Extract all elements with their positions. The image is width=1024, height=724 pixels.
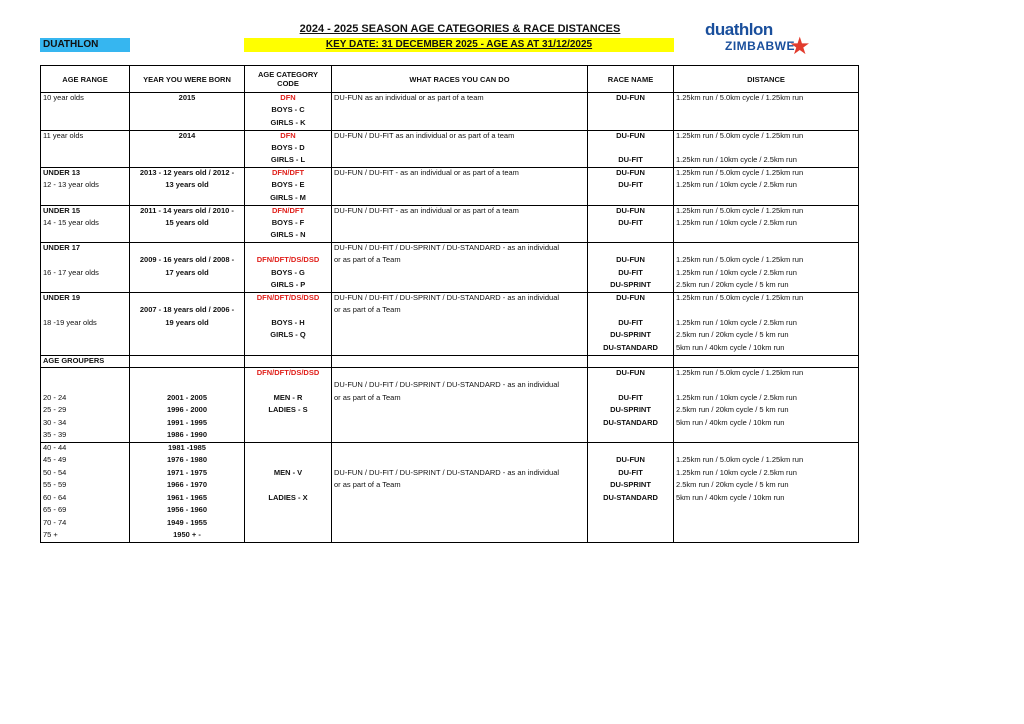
table-row <box>41 230 859 243</box>
cell-age-range <box>41 368 130 381</box>
cell-year-born <box>130 118 245 131</box>
table-row <box>41 155 859 168</box>
cell-year-born <box>130 143 245 156</box>
table-row <box>41 193 859 206</box>
cell-year-born: 2013 - 12 years old / 2012 - <box>130 168 245 181</box>
cell-year-born: 1950 + - <box>130 530 245 543</box>
cell-category-code <box>245 243 332 256</box>
cell-distance: 1.25km run / 10km cycle / 2.5km run <box>674 155 859 168</box>
table-row <box>41 118 859 131</box>
table-row <box>41 518 859 531</box>
cell-distance: 1.25km run / 5.0km cycle / 1.25km run <box>674 93 859 106</box>
cell-category-code: GIRLS - L <box>245 155 332 168</box>
table-row <box>41 430 859 443</box>
cell-races <box>332 155 588 168</box>
cell-distance <box>674 355 859 368</box>
cell-distance: 1.25km run / 10km cycle / 2.5km run <box>674 268 859 281</box>
cell-distance: 2.5km run / 20km cycle / 5 km run <box>674 480 859 493</box>
table-row <box>41 380 859 393</box>
cell-category-code: DFN/DFT/DS/DSD <box>245 368 332 381</box>
cell-race-name: DU-FIT <box>588 318 674 331</box>
cell-age-range: 20 - 24 <box>41 393 130 406</box>
cell-races: DU-FUN / DU-FIT / DU-SPRINT / DU-STANDARD - as an individual <box>332 243 588 256</box>
cell-age-range <box>41 193 130 206</box>
cell-races <box>332 368 588 381</box>
table-row <box>41 143 859 156</box>
cell-races: DU-FUN as an individual or as part of a team <box>332 93 588 106</box>
cell-distance <box>674 105 859 118</box>
cell-age-range: 30 - 34 <box>41 418 130 431</box>
cell-age-range: 18 -19 year olds <box>41 318 130 331</box>
cell-distance <box>674 380 859 393</box>
cell-year-born <box>130 105 245 118</box>
table-row <box>41 105 859 118</box>
cell-age-range: 75 + <box>41 530 130 543</box>
cell-year-born <box>130 380 245 393</box>
cell-distance <box>674 118 859 131</box>
cell-races <box>332 430 588 443</box>
cell-age-range: 50 - 54 <box>41 468 130 481</box>
cell-races <box>332 443 588 456</box>
cell-year-born: 19 years old <box>130 318 245 331</box>
cell-category-code: BOYS - H <box>245 318 332 331</box>
cell-year-born: 1991 - 1995 <box>130 418 245 431</box>
table-row <box>41 205 859 218</box>
cell-distance: 1.25km run / 5.0km cycle / 1.25km run <box>674 368 859 381</box>
cell-year-born <box>130 293 245 306</box>
cell-distance: 1.25km run / 5.0km cycle / 1.25km run <box>674 255 859 268</box>
cell-age-range: 55 - 59 <box>41 480 130 493</box>
cell-category-code <box>245 455 332 468</box>
sport-tag: DUATHLON <box>40 38 130 52</box>
cell-distance: 1.25km run / 10km cycle / 2.5km run <box>674 218 859 231</box>
table-row <box>41 255 859 268</box>
cell-distance <box>674 230 859 243</box>
cell-races <box>332 268 588 281</box>
table-row <box>41 180 859 193</box>
cell-races <box>332 105 588 118</box>
cell-year-born: 1961 - 1965 <box>130 493 245 506</box>
table-row <box>41 455 859 468</box>
table-row <box>41 268 859 281</box>
cell-year-born: 1949 - 1955 <box>130 518 245 531</box>
col-header-category-code: AGE CATEGORY CODE <box>245 66 332 93</box>
table-row <box>41 343 859 356</box>
cell-race-name: DU-FIT <box>588 155 674 168</box>
cell-race-name <box>588 380 674 393</box>
cell-races <box>332 218 588 231</box>
cell-category-code <box>245 505 332 518</box>
cell-year-born <box>130 155 245 168</box>
logo-text-top: duathlon <box>705 20 773 39</box>
cell-year-born: 13 years old <box>130 180 245 193</box>
cell-distance: 5km run / 40km cycle / 10km run <box>674 418 859 431</box>
cell-category-code <box>245 418 332 431</box>
cell-race-name: DU-FUN <box>588 455 674 468</box>
cell-races <box>332 180 588 193</box>
cell-races <box>332 230 588 243</box>
cell-races: DU-FUN / DU-FIT - as an individual or as part of a team <box>332 205 588 218</box>
cell-races <box>332 143 588 156</box>
cell-races <box>332 343 588 356</box>
col-header-races: WHAT RACES YOU CAN DO <box>332 66 588 93</box>
cell-age-range <box>41 255 130 268</box>
cell-year-born: 1971 - 1975 <box>130 468 245 481</box>
cell-races <box>332 418 588 431</box>
cell-races <box>332 318 588 331</box>
cell-distance <box>674 143 859 156</box>
cell-age-range <box>41 105 130 118</box>
cell-race-name: DU-FIT <box>588 468 674 481</box>
cell-category-code: GIRLS - P <box>245 280 332 293</box>
cell-category-code: DFN/DFT <box>245 168 332 181</box>
table-row <box>41 130 859 143</box>
cell-age-range: 70 - 74 <box>41 518 130 531</box>
cell-race-name: DU-FUN <box>588 368 674 381</box>
cell-distance <box>674 443 859 456</box>
cell-category-code <box>245 480 332 493</box>
cell-distance <box>674 430 859 443</box>
page-title: 2024 - 2025 SEASON AGE CATEGORIES & RACE DISTANCES <box>299 23 621 35</box>
cell-race-name: DU-STANDARD <box>588 493 674 506</box>
cell-races: or as part of a Team <box>332 305 588 318</box>
cell-year-born: 2015 <box>130 93 245 106</box>
cell-age-range: 16 - 17 year olds <box>41 268 130 281</box>
cell-category-code <box>245 530 332 543</box>
cell-races: DU-FUN / DU-FIT / DU-SPRINT / DU-STANDARD - as an individual <box>332 468 588 481</box>
cell-distance: 5km run / 40km cycle / 10km run <box>674 343 859 356</box>
cell-age-range: 11 year olds <box>41 130 130 143</box>
cell-race-name: DU-FUN <box>588 205 674 218</box>
duathlon-zimbabwe-logo <box>705 20 815 60</box>
cell-category-code: BOYS - G <box>245 268 332 281</box>
cell-race-name: DU-SPRINT <box>588 405 674 418</box>
cell-age-range <box>41 143 130 156</box>
cell-category-code <box>245 355 332 368</box>
table-row <box>41 480 859 493</box>
cell-category-code: BOYS - E <box>245 180 332 193</box>
cell-year-born <box>130 355 245 368</box>
cell-category-code: BOYS - C <box>245 105 332 118</box>
table-row <box>41 393 859 406</box>
cell-race-name <box>588 193 674 206</box>
cell-race-name <box>588 505 674 518</box>
cell-age-range: 45 - 49 <box>41 455 130 468</box>
star-icon: ★ <box>789 33 811 60</box>
cell-distance: 2.5km run / 20km cycle / 5 km run <box>674 280 859 293</box>
cell-age-range: UNDER 17 <box>41 243 130 256</box>
cell-distance: 5km run / 40km cycle / 10km run <box>674 493 859 506</box>
cell-category-code <box>245 443 332 456</box>
cell-year-born: 2007 - 18 years old / 2006 - <box>130 305 245 318</box>
cell-year-born: 1956 - 1960 <box>130 505 245 518</box>
cell-distance: 1.25km run / 5.0km cycle / 1.25km run <box>674 205 859 218</box>
cell-race-name: DU-FIT <box>588 180 674 193</box>
cell-distance <box>674 243 859 256</box>
cell-year-born: 2001 - 2005 <box>130 393 245 406</box>
cell-race-name <box>588 305 674 318</box>
key-date-banner: KEY DATE: 31 DECEMBER 2025 - AGE AS AT 31/12/2025 <box>244 38 674 52</box>
cell-race-name: DU-FUN <box>588 130 674 143</box>
cell-category-code: DFN/DFT <box>245 205 332 218</box>
cell-year-born: 2014 <box>130 130 245 143</box>
col-header-age-range: AGE RANGE <box>41 66 130 93</box>
cell-races <box>332 118 588 131</box>
cell-category-code <box>245 343 332 356</box>
cell-race-name: DU-SPRINT <box>588 480 674 493</box>
cell-category-code: GIRLS - Q <box>245 330 332 343</box>
cell-distance <box>674 530 859 543</box>
cell-category-code: DFN <box>245 130 332 143</box>
table-row <box>41 318 859 331</box>
cell-races: DU-FUN / DU-FIT / DU-SPRINT / DU-STANDARD - as an individual <box>332 380 588 393</box>
cell-category-code: GIRLS - N <box>245 230 332 243</box>
cell-category-code: DFN/DFT/DS/DSD <box>245 255 332 268</box>
cell-age-range <box>41 155 130 168</box>
cell-races <box>332 193 588 206</box>
cell-race-name <box>588 443 674 456</box>
table-row <box>41 330 859 343</box>
cell-race-name: DU-FIT <box>588 218 674 231</box>
cell-race-name <box>588 243 674 256</box>
age-categories-table <box>40 65 859 543</box>
cell-distance: 1.25km run / 10km cycle / 2.5km run <box>674 393 859 406</box>
cell-age-range <box>41 280 130 293</box>
cell-age-range: 10 year olds <box>41 93 130 106</box>
table-row <box>41 530 859 543</box>
cell-age-range: 12 - 13 year olds <box>41 180 130 193</box>
cell-distance: 2.5km run / 20km cycle / 5 km run <box>674 330 859 343</box>
cell-races <box>332 355 588 368</box>
cell-distance <box>674 193 859 206</box>
cell-age-range <box>41 230 130 243</box>
cell-distance <box>674 518 859 531</box>
cell-category-code: GIRLS - K <box>245 118 332 131</box>
cell-distance: 1.25km run / 10km cycle / 2.5km run <box>674 180 859 193</box>
cell-year-born: 2009 - 16 years old / 2008 - <box>130 255 245 268</box>
cell-distance: 1.25km run / 5.0km cycle / 1.25km run <box>674 293 859 306</box>
cell-race-name: DU-FUN <box>588 93 674 106</box>
cell-age-range: 65 - 69 <box>41 505 130 518</box>
cell-distance: 1.25km run / 10km cycle / 2.5km run <box>674 468 859 481</box>
table-row <box>41 405 859 418</box>
cell-races <box>332 330 588 343</box>
cell-race-name <box>588 118 674 131</box>
cell-category-code: MEN - V <box>245 468 332 481</box>
cell-year-born <box>130 193 245 206</box>
cell-category-code: GIRLS - M <box>245 193 332 206</box>
cell-year-born: 1981 -1985 <box>130 443 245 456</box>
cell-distance: 2.5km run / 20km cycle / 5 km run <box>674 405 859 418</box>
cell-category-code: LADIES - X <box>245 493 332 506</box>
cell-distance <box>674 305 859 318</box>
cell-year-born: 17 years old <box>130 268 245 281</box>
cell-races: or as part of a Team <box>332 255 588 268</box>
cell-year-born <box>130 330 245 343</box>
cell-races: DU-FUN / DU-FIT - as an individual or as part of a team <box>332 168 588 181</box>
cell-distance: 1.25km run / 10km cycle / 2.5km run <box>674 318 859 331</box>
cell-year-born: 15 years old <box>130 218 245 231</box>
table-row <box>41 355 859 368</box>
cell-race-name: DU-SPRINT <box>588 330 674 343</box>
cell-category-code <box>245 430 332 443</box>
cell-age-range: UNDER 19 <box>41 293 130 306</box>
cell-age-range <box>41 305 130 318</box>
table-row <box>41 280 859 293</box>
cell-age-range <box>41 380 130 393</box>
logo-text-bottom: ZIMBABWE <box>725 39 795 53</box>
cell-year-born <box>130 343 245 356</box>
cell-age-range: AGE GROUPERS <box>41 355 130 368</box>
cell-race-name <box>588 430 674 443</box>
cell-race-name: DU-FUN <box>588 168 674 181</box>
cell-race-name <box>588 143 674 156</box>
cell-race-name <box>588 230 674 243</box>
cell-category-code: MEN - R <box>245 393 332 406</box>
cell-races <box>332 280 588 293</box>
cell-race-name: DU-STANDARD <box>588 418 674 431</box>
cell-race-name: DU-FUN <box>588 293 674 306</box>
table-row <box>41 243 859 256</box>
table-row <box>41 93 859 106</box>
cell-distance <box>674 505 859 518</box>
cell-distance: 1.25km run / 5.0km cycle / 1.25km run <box>674 168 859 181</box>
table-row <box>41 368 859 381</box>
cell-races: or as part of a Team <box>332 393 588 406</box>
cell-category-code: BOYS - F <box>245 218 332 231</box>
cell-year-born <box>130 243 245 256</box>
cell-age-range <box>41 118 130 131</box>
cell-race-name: DU-STANDARD <box>588 343 674 356</box>
cell-category-code: BOYS - D <box>245 143 332 156</box>
cell-year-born <box>130 230 245 243</box>
cell-age-range: 35 - 39 <box>41 430 130 443</box>
table-row <box>41 493 859 506</box>
cell-category-code <box>245 518 332 531</box>
cell-races <box>332 518 588 531</box>
table-row <box>41 168 859 181</box>
cell-category-code: DFN <box>245 93 332 106</box>
cell-races: or as part of a Team <box>332 480 588 493</box>
cell-races <box>332 455 588 468</box>
cell-race-name <box>588 530 674 543</box>
cell-distance: 1.25km run / 5.0km cycle / 1.25km run <box>674 130 859 143</box>
cell-category-code: LADIES - S <box>245 405 332 418</box>
cell-age-range: 25 - 29 <box>41 405 130 418</box>
cell-race-name <box>588 355 674 368</box>
table-row <box>41 505 859 518</box>
cell-races <box>332 505 588 518</box>
table-row <box>41 218 859 231</box>
cell-race-name <box>588 518 674 531</box>
cell-year-born: 1996 - 2000 <box>130 405 245 418</box>
table-row <box>41 293 859 306</box>
cell-age-range: UNDER 15 <box>41 205 130 218</box>
cell-race-name: DU-SPRINT <box>588 280 674 293</box>
cell-distance: 1.25km run / 5.0km cycle / 1.25km run <box>674 455 859 468</box>
cell-age-range: 60 - 64 <box>41 493 130 506</box>
cell-category-code: DFN/DFT/DS/DSD <box>245 293 332 306</box>
cell-age-range <box>41 343 130 356</box>
cell-category-code <box>245 305 332 318</box>
table-header-row <box>41 66 859 93</box>
cell-year-born <box>130 280 245 293</box>
col-header-distance: DISTANCE <box>674 66 859 93</box>
cell-category-code <box>245 380 332 393</box>
cell-race-name: DU-FUN <box>588 255 674 268</box>
table-row <box>41 305 859 318</box>
cell-year-born: 2011 - 14 years old / 2010 - <box>130 205 245 218</box>
cell-races: DU-FUN / DU-FIT / DU-SPRINT / DU-STANDARD - as an individual <box>332 293 588 306</box>
cell-year-born: 1966 - 1970 <box>130 480 245 493</box>
cell-age-range: 14 - 15 year olds <box>41 218 130 231</box>
cell-age-range: 40 - 44 <box>41 443 130 456</box>
cell-races <box>332 405 588 418</box>
table-row <box>41 443 859 456</box>
cell-races: DU-FUN / DU-FIT as an individual or as part of a team <box>332 130 588 143</box>
cell-race-name: DU-FIT <box>588 393 674 406</box>
cell-races <box>332 530 588 543</box>
col-header-race-name: RACE NAME <box>588 66 674 93</box>
col-header-year-born: YEAR YOU WERE BORN <box>130 66 245 93</box>
table-row <box>41 468 859 481</box>
table-row <box>41 418 859 431</box>
cell-year-born <box>130 368 245 381</box>
cell-race-name <box>588 105 674 118</box>
cell-races <box>332 493 588 506</box>
table-body <box>41 93 859 543</box>
cell-year-born: 1976 - 1980 <box>130 455 245 468</box>
cell-age-range <box>41 330 130 343</box>
cell-age-range: UNDER 13 <box>41 168 130 181</box>
cell-race-name: DU-FIT <box>588 268 674 281</box>
cell-year-born: 1986 - 1990 <box>130 430 245 443</box>
